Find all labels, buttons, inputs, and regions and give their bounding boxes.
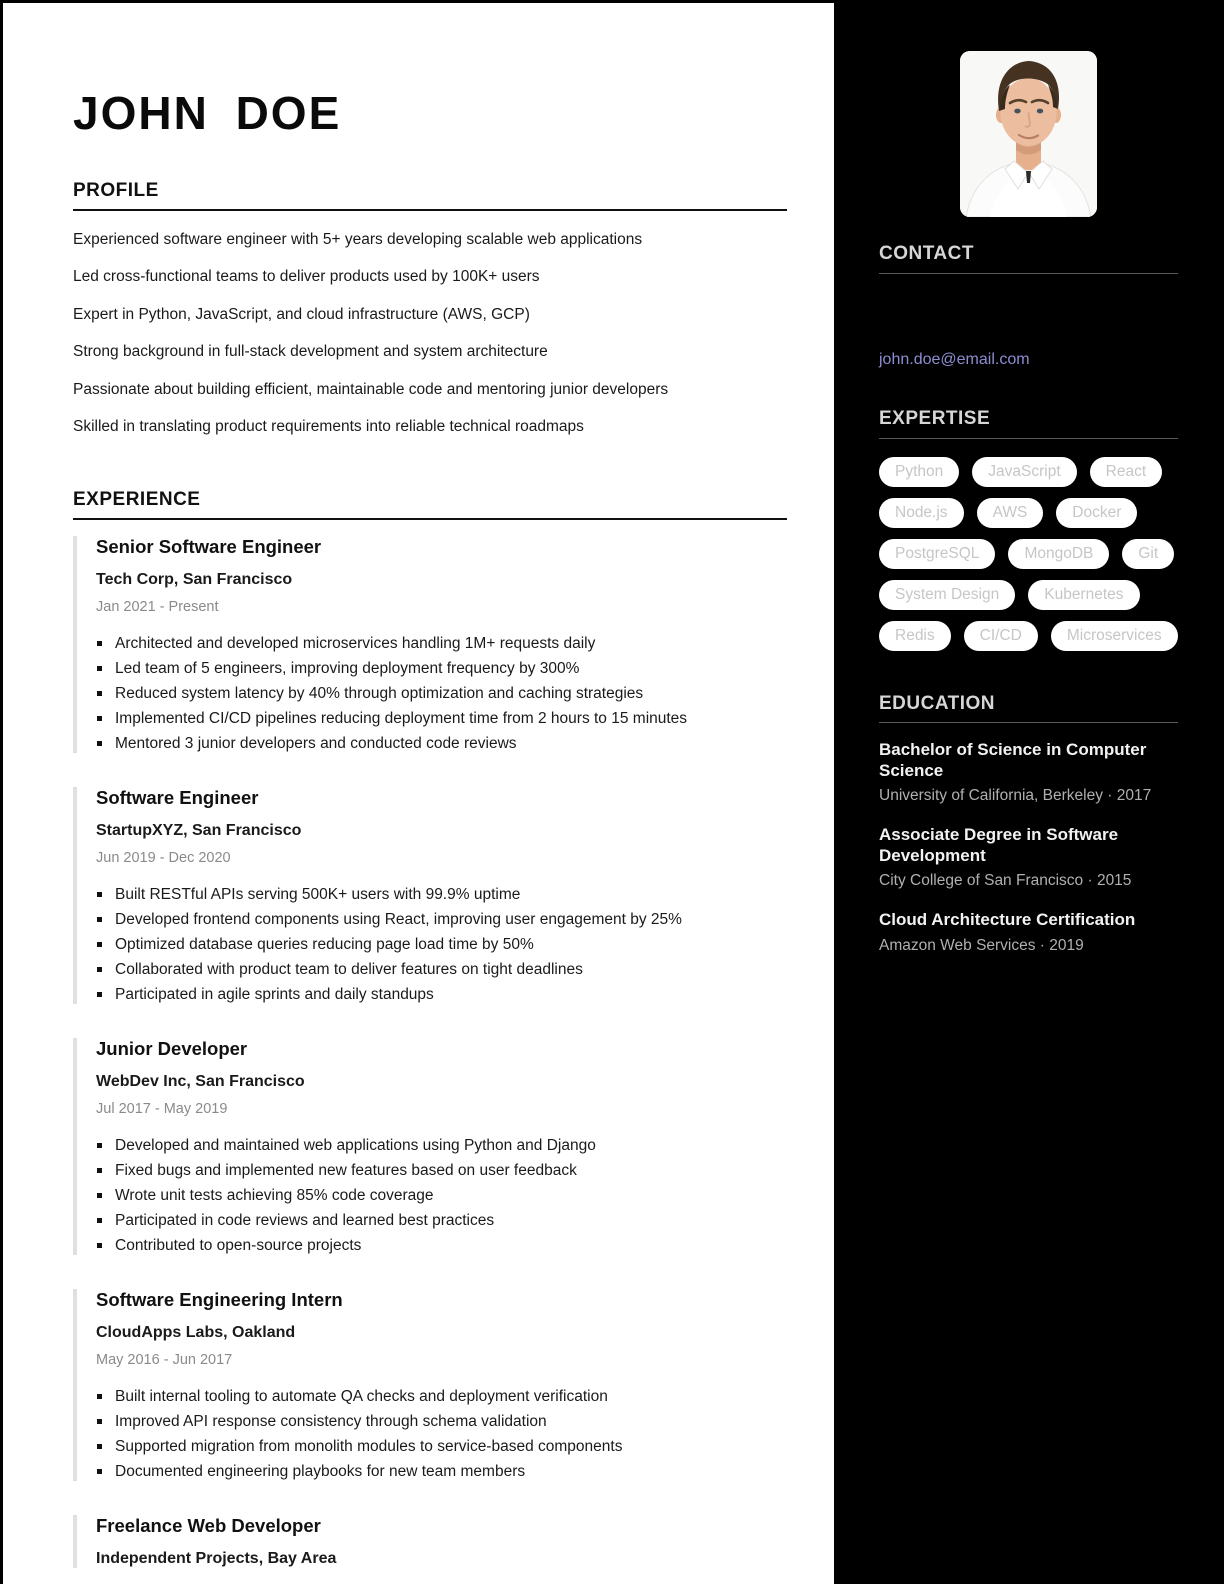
bullet-item: Documented engineering playbooks for new team members bbox=[96, 1462, 787, 1481]
profile-summary bbox=[73, 230, 787, 437]
bullet-item: Built internal tooling to automate QA checks and deployment verification bbox=[96, 1387, 787, 1406]
bullet-item: Reduced system latency by 40% through optimization and caching strategies bbox=[96, 684, 787, 703]
skill-tag: MongoDB bbox=[1008, 539, 1109, 569]
experience-entry bbox=[73, 536, 787, 753]
skill-tag: System Design bbox=[879, 580, 1015, 610]
profile-summary-line: Skilled in translating product requirements into reliable technical roadmaps bbox=[73, 418, 584, 436]
degree-title: Bachelor of Science in Computer Science bbox=[879, 740, 1147, 780]
skill-tag: Git bbox=[1122, 539, 1174, 569]
skill-tag: Python bbox=[879, 457, 959, 487]
company-name: Tech Corp, San Francisco bbox=[96, 571, 293, 589]
company-name: CloudApps Labs, Oakland bbox=[96, 1324, 296, 1342]
date-range: May 2016 - Jun 2017 bbox=[96, 1352, 233, 1369]
date-range: Jul 2017 - May 2019 bbox=[96, 1101, 228, 1118]
degree-title: Associate Degree in Software Development bbox=[879, 825, 1119, 865]
contact-section-heading: CONTACT bbox=[879, 243, 1178, 274]
profile-summary-line: Expert in Python, JavaScript, and cloud infrastructure (AWS, GCP) bbox=[73, 305, 530, 323]
skill-tag: Redis bbox=[879, 621, 951, 651]
institution-and-year: Amazon Web Services · 2019 bbox=[879, 936, 1084, 954]
email-link[interactable]: john.doe@email.com bbox=[879, 350, 1030, 368]
skill-tag-list bbox=[879, 457, 1178, 651]
bullet-item: Fixed bugs and implemented new features based on user feedback bbox=[96, 1161, 787, 1180]
skill-tag: Kubernetes bbox=[1028, 580, 1139, 610]
profile-summary-line: Strong background in full-stack development and system architecture bbox=[73, 343, 548, 361]
education-item bbox=[879, 825, 1178, 890]
job-title: Junior Developer bbox=[96, 1038, 248, 1060]
bullet-item: Developed frontend components using React, improving user engagement by 25% bbox=[96, 910, 787, 929]
bullet-item: Architected and developed microservices handling 1M+ requests daily bbox=[96, 634, 787, 653]
skill-tag: Microservices bbox=[1051, 621, 1178, 651]
bullet-item: Implemented CI/CD pipelines reducing deployment time from 2 hours to 15 minutes bbox=[96, 709, 787, 728]
skill-tag: Node.js bbox=[879, 498, 964, 528]
education-section-heading: EDUCATION bbox=[879, 693, 1178, 724]
education-item bbox=[879, 740, 1178, 805]
bullet-list bbox=[96, 1387, 787, 1481]
profile-photo bbox=[960, 51, 1097, 217]
institution-and-year: City College of San Francisco · 2015 bbox=[879, 872, 1132, 890]
skill-tag: Docker bbox=[1056, 498, 1137, 528]
company-name: WebDev Inc, San Francisco bbox=[96, 1073, 305, 1091]
company-name: Independent Projects, Bay Area bbox=[96, 1550, 337, 1568]
bullet-item: Built RESTful APIs serving 500K+ users with 99.9% uptime bbox=[96, 885, 787, 904]
skill-tag: AWS bbox=[977, 498, 1044, 528]
job-title: Software Engineer bbox=[96, 787, 259, 809]
skill-tag: React bbox=[1090, 457, 1163, 487]
bullet-item: Participated in agile sprints and daily standups bbox=[96, 985, 787, 1004]
experience-section-heading: EXPERIENCE bbox=[73, 489, 787, 520]
education-item bbox=[879, 910, 1178, 955]
job-title: Software Engineering Intern bbox=[96, 1289, 343, 1311]
bullet-list bbox=[96, 885, 787, 1004]
date-range: Jan 2021 - Present bbox=[96, 599, 219, 616]
experience-entry bbox=[73, 787, 787, 1004]
bullet-list bbox=[96, 1136, 787, 1255]
degree-title: Cloud Architecture Certification bbox=[879, 910, 1136, 930]
portrait-photo-image bbox=[960, 51, 1097, 217]
experience-entry bbox=[73, 1289, 787, 1481]
bullet-item: Supported migration from monolith modules to service-based components bbox=[96, 1437, 787, 1456]
education-list bbox=[879, 740, 1178, 955]
date-range: Jun 2019 - Dec 2020 bbox=[96, 850, 231, 867]
bullet-item: Led team of 5 engineers, improving deployment frequency by 300% bbox=[96, 659, 787, 678]
bullet-item: Optimized database queries reducing page load time by 50% bbox=[96, 935, 787, 954]
bullet-item: Improved API response consistency through schema validation bbox=[96, 1412, 787, 1431]
job-title: Freelance Web Developer bbox=[96, 1515, 321, 1537]
profile-summary-line: Passionate about building efficient, maintainable code and mentoring junior developers bbox=[73, 380, 669, 398]
bullet-item: Wrote unit tests achieving 85% code coverage bbox=[96, 1186, 787, 1205]
expertise-section-heading: EXPERTISE bbox=[879, 408, 1178, 439]
experience-entry bbox=[73, 1515, 787, 1568]
bullet-item: Participated in code reviews and learned best practices bbox=[96, 1211, 787, 1230]
main-column bbox=[3, 3, 834, 1584]
skill-tag: PostgreSQL bbox=[879, 539, 995, 569]
institution-and-year: University of California, Berkeley · 2017 bbox=[879, 787, 1152, 805]
bullet-item: Mentored 3 junior developers and conducted code reviews bbox=[96, 734, 787, 753]
person-name: JOHN DOE bbox=[73, 87, 342, 139]
experience-list bbox=[73, 536, 787, 1568]
sidebar bbox=[834, 3, 1224, 1584]
skill-tag: CI/CD bbox=[964, 621, 1038, 651]
job-title: Senior Software Engineer bbox=[96, 536, 322, 558]
experience-entry bbox=[73, 1038, 787, 1255]
profile-section-heading: PROFILE bbox=[73, 180, 787, 211]
profile-summary-line: Experienced software engineer with 5+ years developing scalable web applications bbox=[73, 230, 643, 248]
bullet-item: Collaborated with product team to deliver features on tight deadlines bbox=[96, 960, 787, 979]
bullet-item: Developed and maintained web applications using Python and Django bbox=[96, 1136, 787, 1155]
company-name: StartupXYZ, San Francisco bbox=[96, 822, 302, 840]
bullet-item: Contributed to open-source projects bbox=[96, 1236, 787, 1255]
skill-tag: JavaScript bbox=[972, 457, 1076, 487]
bullet-list bbox=[96, 634, 787, 753]
profile-summary-line: Led cross-functional teams to deliver products used by 100K+ users bbox=[73, 268, 540, 286]
